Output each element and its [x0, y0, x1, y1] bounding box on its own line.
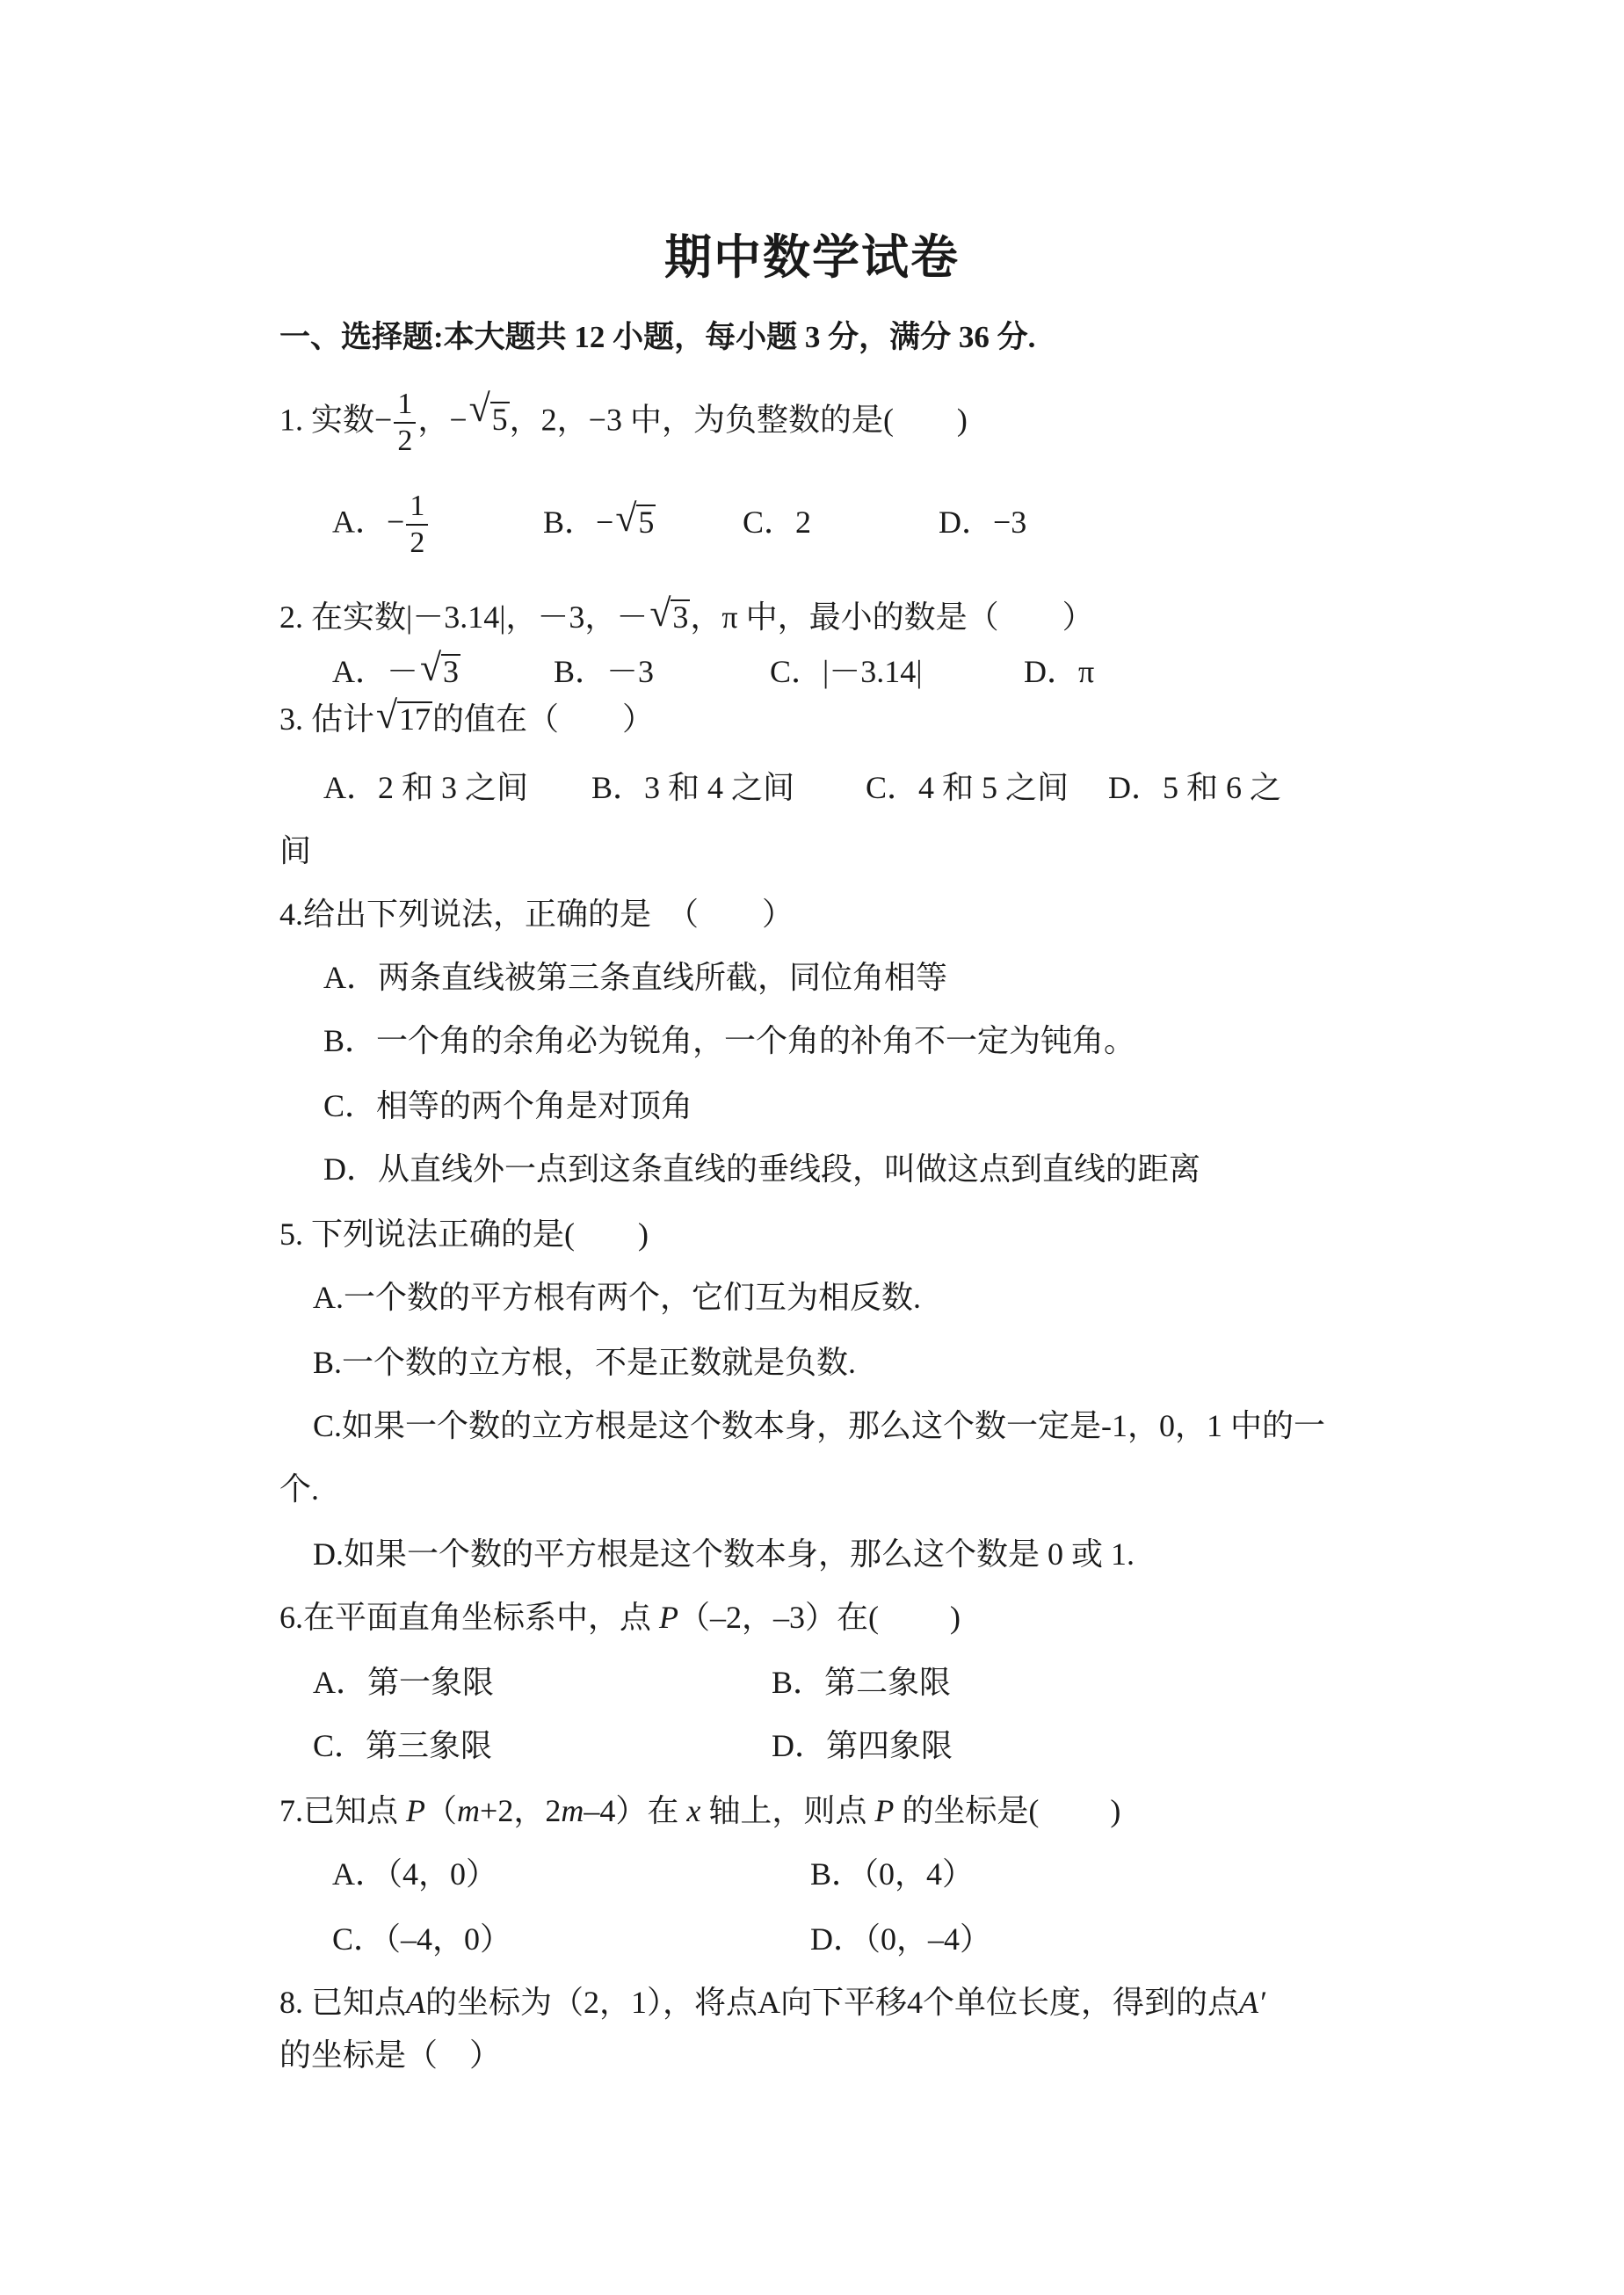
q1-option-a-den: 2 [410, 527, 425, 559]
q8-var-a2: A′ [1239, 1985, 1265, 2020]
question-1-option-a [332, 489, 430, 561]
q7-var-m2: m [561, 1793, 584, 1828]
q1-minus: − [374, 402, 393, 438]
q7-var-p1: P [406, 1793, 426, 1828]
q1-frac-num: 1 [394, 387, 416, 424]
question-7-option-c: C．（–4，0） [332, 1921, 512, 1957]
question-3-options: A．2 和 3 之间 B．3 和 4 之间 C．4 和 5 之间 D．5 和 6 之 [323, 770, 1282, 805]
q1-option-b-sqrt-value: 5 [638, 505, 655, 540]
section-heading: 一、选择题:本大题共 12 小题，每小题 3 分，满分 36 分. [279, 320, 1036, 354]
question-7-option-b: B．（0，4） [810, 1856, 975, 1892]
question-6-stem [279, 1598, 961, 1637]
question-2-option-d: D．π [1024, 654, 1095, 689]
question-4-option-b: B．一个角的余角必为锐角，一个角的补角不一定为钝角。 [323, 1023, 1136, 1058]
q1-frac-den: 2 [397, 425, 413, 457]
q1-after-frac: ，− [417, 402, 468, 438]
question-5-option-b: B.一个数的立方根，不是正数就是负数. [313, 1345, 857, 1380]
question-7-option-d: D．（0，–4） [810, 1921, 991, 1957]
question-8-stem [279, 1983, 1265, 2022]
q1-option-a-label: A．− [332, 504, 405, 540]
question-8-stem-line2: 的坐标是（ ） [279, 2037, 502, 2073]
q3-sqrt-value: 17 [399, 701, 431, 737]
question-1-option-b [543, 497, 656, 541]
question-2-stem [279, 592, 1094, 636]
q7-var-m1: m [457, 1793, 481, 1828]
q1-prefix: 1. 实数 [279, 402, 375, 438]
question-6-option-a: A．第一象限 [313, 1665, 494, 1700]
q1-option-b-sqrt: √ 5 [615, 497, 655, 540]
question-5-option-c-wrap: 个. [279, 1471, 320, 1507]
q2-rest: ，π 中，最小的数是（ ） [690, 599, 1094, 635]
q1-option-a-fraction [406, 489, 428, 561]
question-5-option-d: D.如果一个数的平方根是这个数本身，那么这个数是 0 或 1. [313, 1536, 1135, 1572]
q1-option-a-num: 1 [406, 489, 428, 526]
question-3-stem [279, 694, 655, 738]
q1-sqrt-value: 5 [491, 402, 508, 438]
q1-sqrt: √ 5 [468, 387, 508, 438]
q8-var-a1: A [406, 1985, 426, 2020]
q7-var-p2: P [874, 1793, 895, 1828]
q7-stem-d: –4）在 [584, 1793, 687, 1828]
question-7-stem [279, 1791, 1120, 1830]
question-1-option-c: C．2 [743, 505, 812, 540]
question-2-option-a [332, 646, 460, 691]
q8-stem-b: 的坐标为（2，1），将点A向下平移4个单位长度，得到的点 [425, 1985, 1240, 2020]
q1-rest: ，2，−3 中，为负整数的是( ) [509, 402, 968, 438]
question-4-option-a: A．两条直线被第三条直线所截，同位角相等 [323, 960, 947, 995]
question-6-option-c: C．第三象限 [313, 1728, 493, 1763]
q7-stem-e: 轴上，则点 [700, 1793, 875, 1828]
q7-var-x: x [686, 1793, 701, 1828]
question-4-stem: 4.给出下列说法，正确的是 （ ） [279, 897, 794, 932]
question-5-stem: 5. 下列说法正确的是( ) [279, 1216, 649, 1252]
q2-sqrt-value: 3 [672, 599, 689, 635]
q1-fraction [394, 387, 416, 459]
question-2-option-c: C．|－3.14| [770, 654, 923, 689]
q3-prefix: 3. 估计 [279, 701, 375, 737]
question-2-option-b: B．－3 [554, 654, 655, 689]
question-4-option-c: C．相等的两个角是对顶角 [323, 1088, 693, 1123]
q7-stem-f: 的坐标是( ) [894, 1793, 1121, 1828]
q7-stem-b: （ [425, 1793, 458, 1828]
q2-option-a-sqrt: √ 3 [420, 646, 459, 689]
q6-stem-b: （–2，–3）在( ) [678, 1600, 961, 1635]
question-5-option-c: C.如果一个数的立方根是这个数本身，那么这个数一定是-1，0，1 中的一 [313, 1408, 1326, 1443]
question-6-option-b: B．第二象限 [772, 1665, 952, 1700]
q6-stem-a: 6.在平面直角坐标系中，点 [279, 1600, 660, 1635]
question-6-option-d: D．第四象限 [772, 1728, 953, 1763]
question-5-option-a: A.一个数的平方根有两个，它们互为相反数. [313, 1280, 921, 1315]
q7-stem-a: 7.已知点 [279, 1793, 407, 1828]
question-1-option-d: D．−3 [939, 505, 1027, 540]
q2-prefix: 2. 在实数|－3.14|，－3，－ [279, 599, 649, 635]
q7-stem-c: +2，2 [480, 1793, 562, 1828]
q3-rest: 的值在（ ） [432, 701, 655, 737]
question-1-stem [279, 387, 968, 459]
q2-option-a-sqrt-value: 3 [443, 654, 459, 689]
page-title: 期中数学试卷 [664, 231, 960, 284]
question-7-option-a: A．（4，0） [332, 1856, 497, 1892]
q2-sqrt: √ 3 [649, 592, 689, 635]
q6-var-p: P [659, 1600, 679, 1635]
question-3-options-wrap: 间 [279, 833, 312, 868]
q2-option-a-label: A．－ [332, 654, 418, 689]
q8-stem-a: 8. 已知点 [279, 1985, 407, 2020]
q1-option-b-label: B．− [543, 505, 614, 540]
q3-sqrt: √ 17 [376, 694, 431, 737]
question-4-option-d: D．从直线外一点到这条直线的垂线段，叫做这点到直线的距离 [323, 1151, 1200, 1187]
